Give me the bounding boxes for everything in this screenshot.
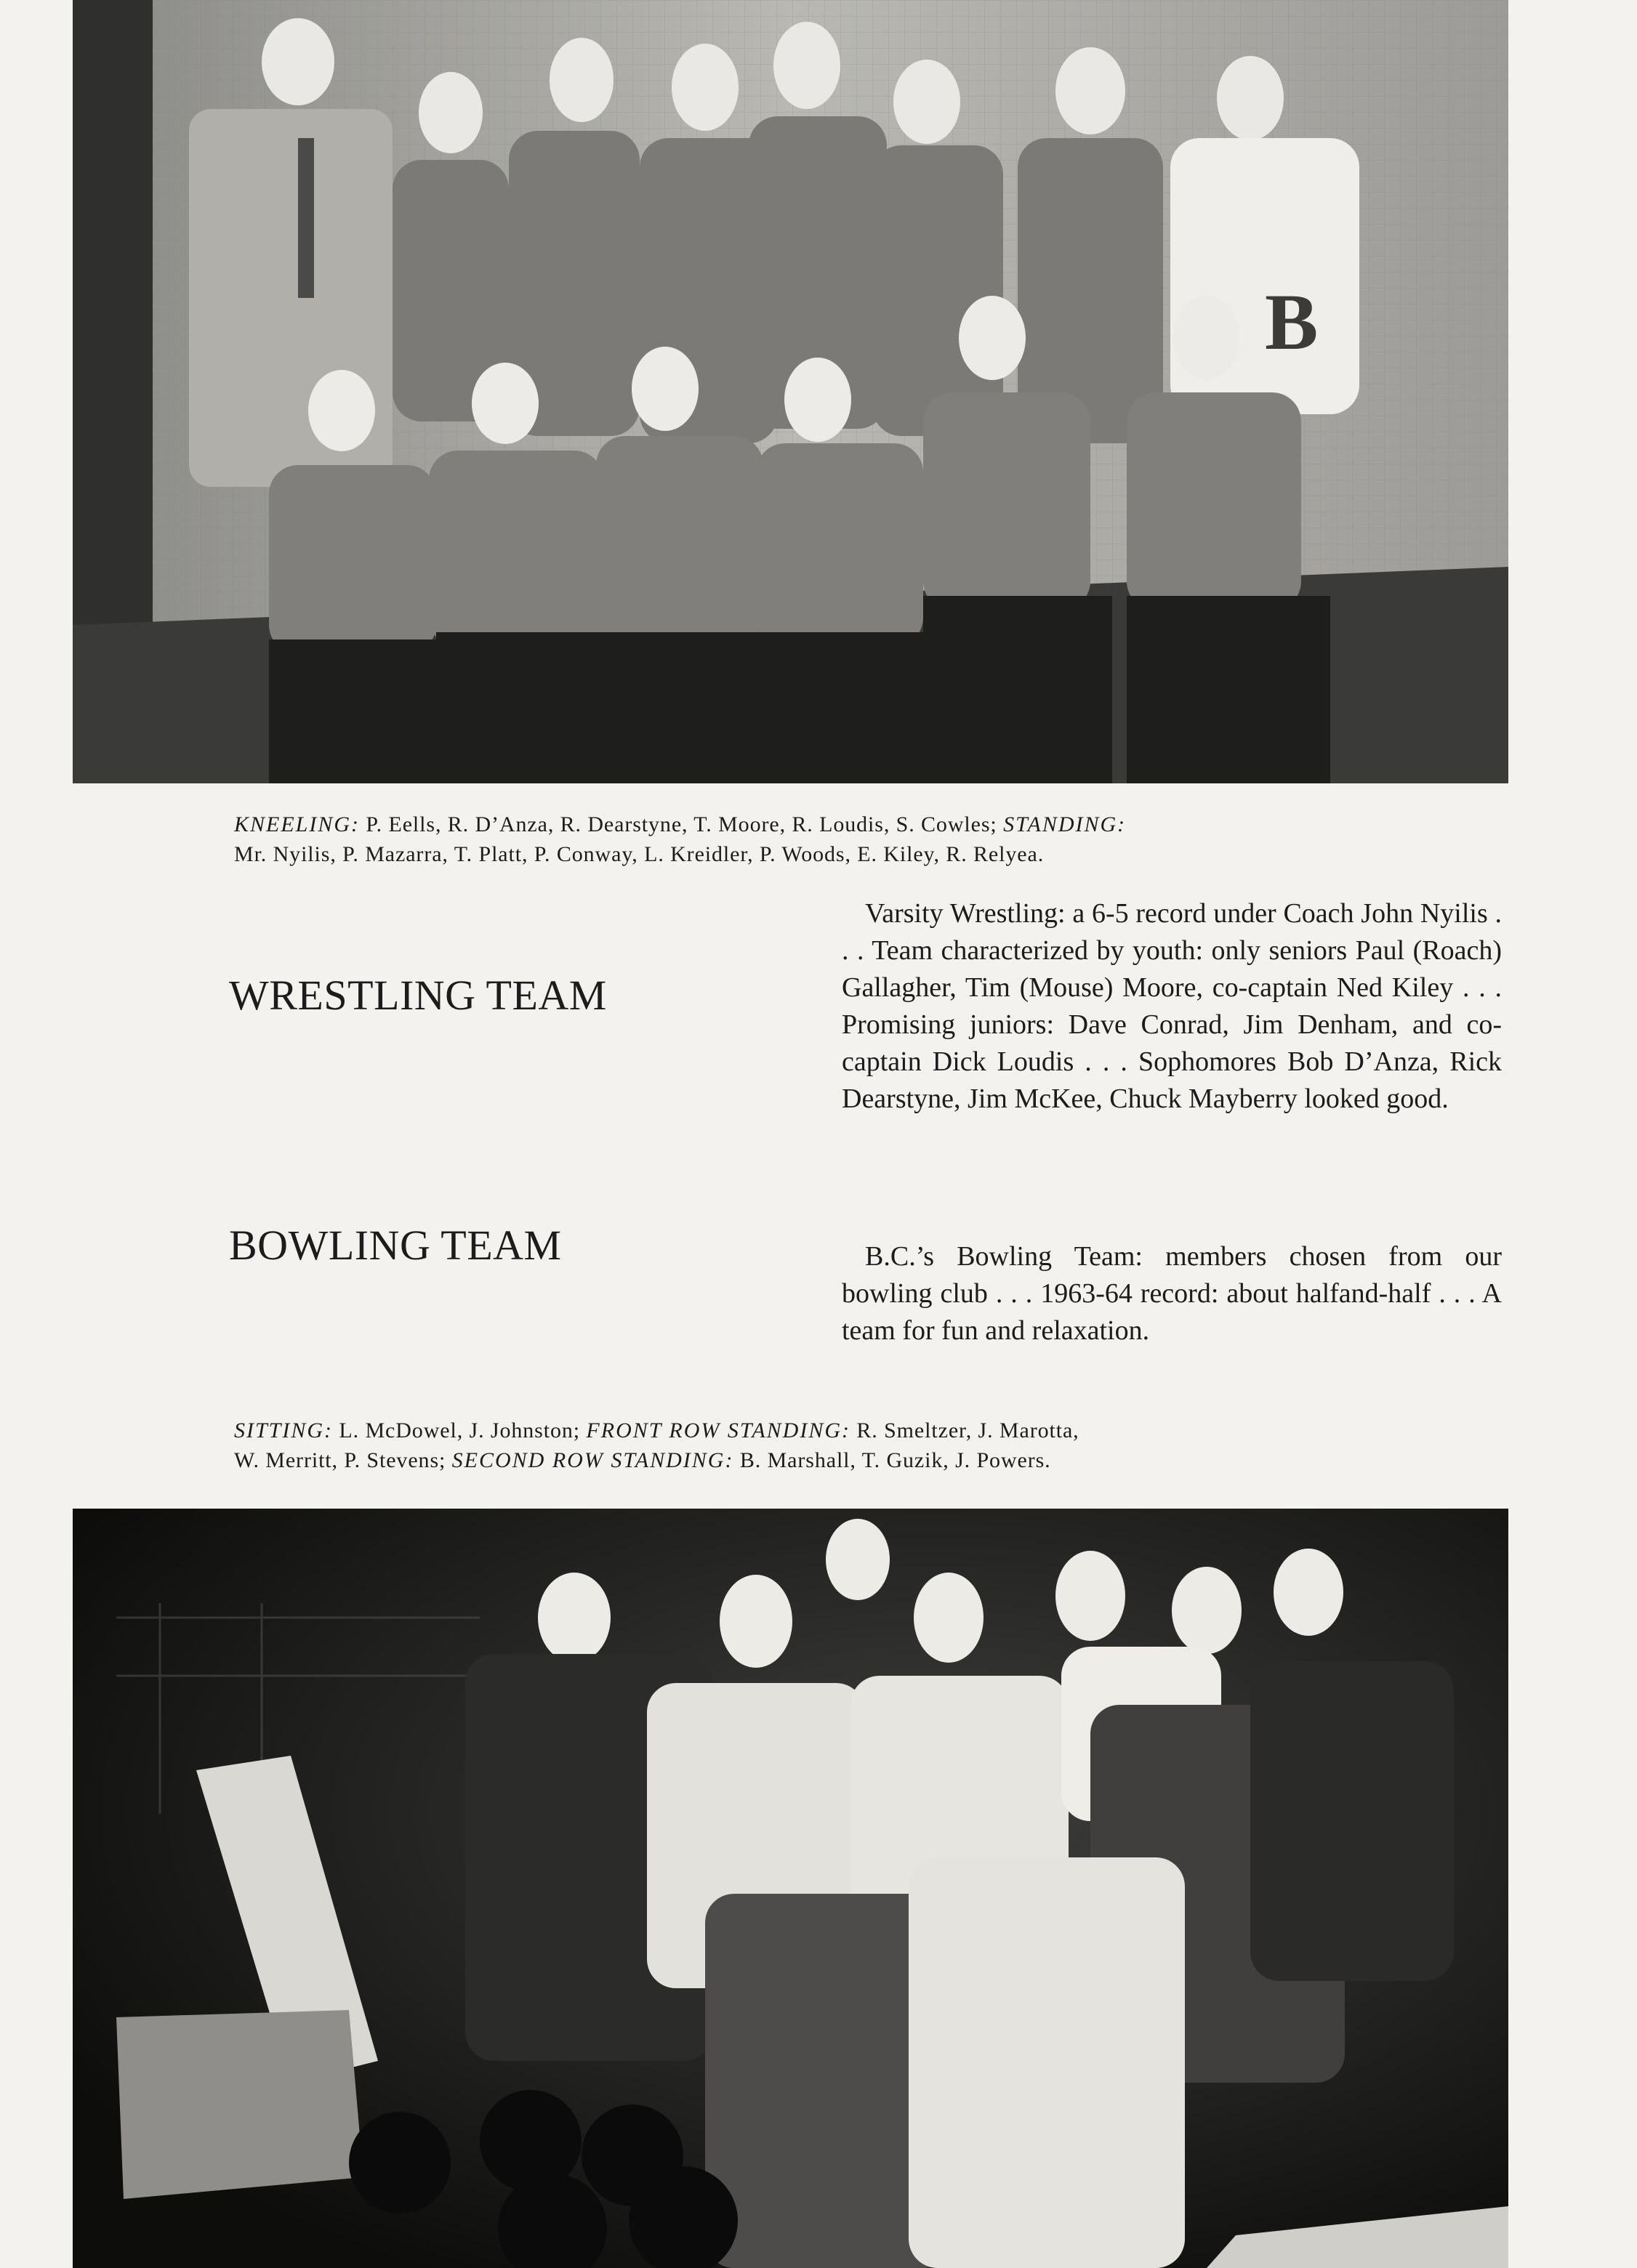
sitting-label: SITTING: — [234, 1418, 334, 1442]
bowling-caption-line-2 — [234, 1445, 1397, 1475]
bowling-caption-line-1 — [234, 1416, 1397, 1445]
wrestling-caption — [234, 810, 1397, 869]
bowling-team-description: B.C.’s Bowling Team: members chosen from our bowling club . . . 1963-64 record: about halfand-half . . . A team for fun and relaxation. — [842, 1241, 1502, 1346]
second-row-label: SECOND ROW STANDING: — [451, 1448, 734, 1472]
standing-label: STANDING: — [1003, 812, 1127, 836]
bowling-team-heading: BOWLING TEAM — [229, 1222, 562, 1269]
kneeling-label: KNEELING: — [234, 812, 361, 836]
front-row-names-cont: W. Merritt, P. Stevens; — [234, 1448, 446, 1472]
wrestling-team-photo — [73, 0, 1508, 783]
bowling-team-photo — [73, 1509, 1508, 2268]
front-row-label: FRONT ROW STANDING: — [586, 1418, 850, 1442]
wrestling-caption-line-1 — [234, 810, 1397, 839]
bowling-caption — [234, 1416, 1397, 1475]
wrestling-caption-line-2 — [234, 839, 1397, 869]
front-row-names: R. Smeltzer, J. Marotta, — [856, 1418, 1079, 1442]
kneeling-names: P. Eells, R. D’Anza, R. Dearstyne, T. Moore, R. Loudis, S. Cowles; — [366, 812, 997, 836]
second-row-names: B. Marshall, T. Guzik, J. Powers. — [739, 1448, 1051, 1472]
wrestling-team-heading: WRESTLING TEAM — [229, 972, 607, 1019]
standing-names: Mr. Nyilis, P. Mazarra, T. Platt, P. Conway, L. Kreidler, P. Woods, E. Kiley, R. Relyea. — [234, 842, 1045, 866]
wrestling-team-description: Varsity Wrestling: a 6-5 record under Coach John Nyilis . . . Team characterized by youth: only seniors Paul (Roach) Gallagher, Tim (Mouse) Moore, co-captain Ned Kiley . . . Promising juniors: Dave Conrad, Jim Denham, and cocaptain Dick Loudis . . . Sophomores Bob D’Anza, Rick Dearstyne, Jim McKee, Chuck Mayberry looked good. — [842, 898, 1502, 1114]
svg-text:B: B — [1265, 278, 1319, 366]
sitting-names: L. McDowel, J. Johnston; — [339, 1418, 581, 1442]
